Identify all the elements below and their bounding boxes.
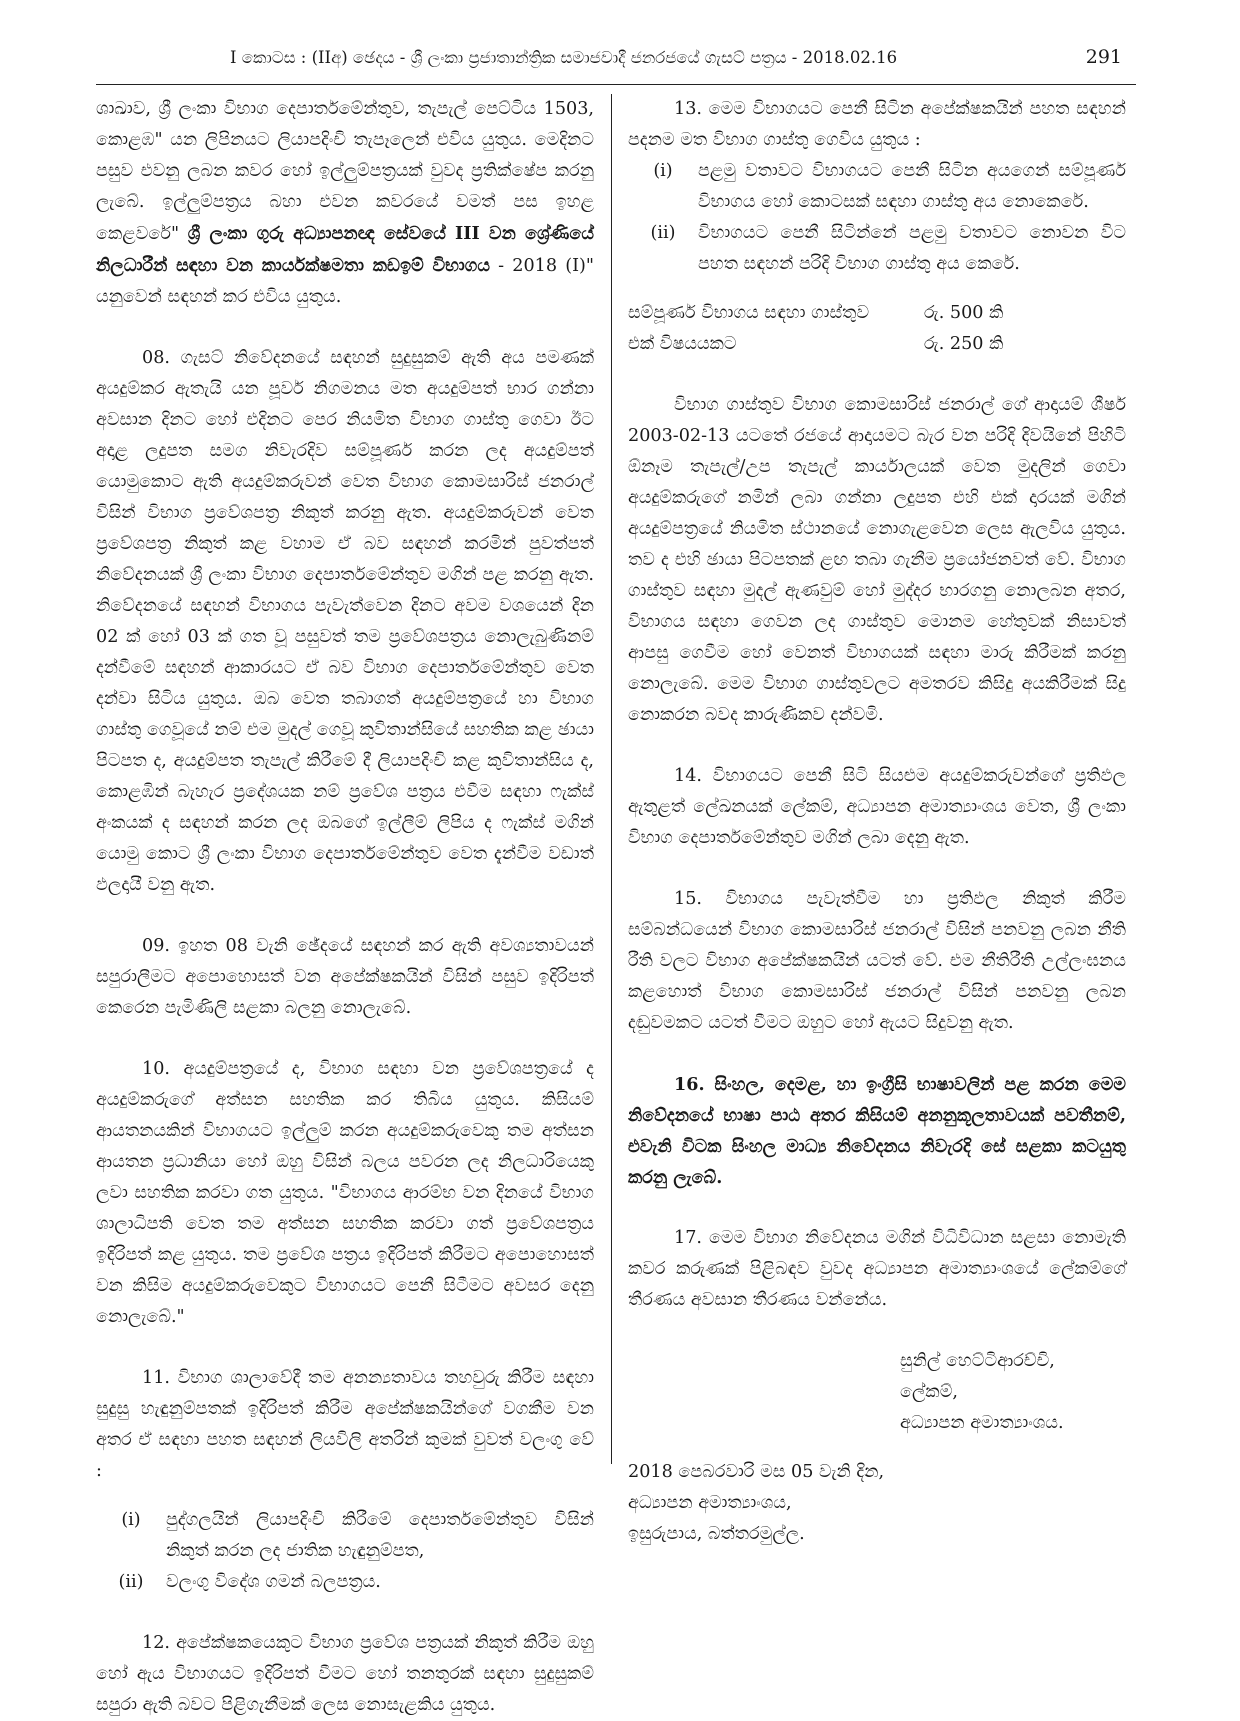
paragraph-10: 10. අයදුම්පත්‍රයේ ද, විභාග සඳහා වන ප්‍රවේශපත්‍රයේ ද අයදුම්කරුගේ අත්සන සහතික කර තිබිය යුතුය. කිසියම් ආයතනයකින් විභාගයට ඉල්ලුම් කරන අයදුම්කරුවෙකු තම අත්සන ආයතන ප්‍රධානියා හෝ ඔහු විසින් බලය පවරන ලද නිලධාරියෙකු ලවා සහතික කරවා ගත යුතුය. "විභාගය ආරම්භ වන දිනයේ විභාග ශාලාධිපති වෙත තම අත්සන සහතික කරවා ගත් ප්‍රවේශපත්‍රය ඉදිරිපත් කළ යුතුය. තම ප්‍රවේශ පත්‍රය ඉදිරිපත් කිරීමට අපොහොසත් වන කිසිම අයදුම්කරුවෙකුට විභාගයට පෙනී සිටීමට අවසර දෙනු නොලැබේ." — [96, 1059, 594, 1327]
fee-row — [628, 329, 1126, 360]
page-number: 291 — [1085, 46, 1122, 68]
list-item-text: වලංගු විදේශ ගමන් බලපත්‍රය. — [166, 1572, 381, 1592]
issuing-office: අධ්‍යාපන අමාත්‍යාංශය, — [628, 1493, 792, 1513]
paragraph-11: 11. විභාග ශාලාවේදී තම අනන්‍යතාවය තහවුරු කිරීම සඳහා සුදුසු හැඳුනුම්පතක් ඉදිරිපත් කිරීම අපේක්ෂකයින්ගේ වගකීම වන අතර ඒ සඳහා පහත සඳහන් ලියවිලි අතරින් කුමක් වුවත් වලංගු වේ : — [96, 1368, 594, 1481]
left-column — [96, 94, 594, 1721]
page-header — [96, 42, 1136, 82]
fee-label: එක් විෂයයකට — [628, 334, 737, 354]
fee-basis-item — [628, 156, 1126, 218]
list-item-text: පළමු වතාවට විභාගයට පෙනී සිටින අයගෙන් සම්පූර්ණ විභාගය හෝ කොටසක් සඳහා ගාස්තු අය නොකෙරේ. — [698, 161, 1126, 212]
header-rule — [96, 84, 1136, 85]
place-date-block — [628, 1457, 1126, 1550]
fee-basis-item — [628, 218, 1126, 280]
list-marker: (ii) — [118, 1572, 144, 1592]
continued-paragraph — [96, 94, 594, 313]
signatory-title: ලේකම්, — [900, 1382, 958, 1402]
fee-amount: රු. 250 කි — [924, 334, 1004, 354]
fee-label: සම්පූර්ණ විභාගය සඳහා ගාස්තුව — [628, 303, 870, 323]
paragraph-12: 12. අපේක්ෂකයෙකුට විභාග ප්‍රවේශ පත්‍රයක් නිකුත් කිරීම ඔහු හෝ ඇය විභාගයට ඉදිරිපත් වීමට හෝ තනතුරක් සඳහා සුදුසුකම් සපුරා ඇති බවට පිළිගැනීමක් ලෙස නොසැළකිය යුතුය. — [96, 1633, 594, 1715]
continued-text-1: ශාඛාව, ශ්‍රී ලංකා විභාග දෙපාර්තමේන්තුව, තැපැල් පෙට්ටිය 1503, කොළඹ" යන ලිපිනයට ලියාපදිංචි තැපෑලෙන් එවිය යුතුය. — [96, 99, 594, 150]
office-address: ඉසුරුපාය, බත්තරමුල්ල. — [628, 1524, 805, 1544]
list-item-text: පුද්ගලයින් ලියාපදිංචි කිරීමේ දෙපාර්තමේන්තුව විසින් නිකුත් කරන ලද ජාතික හැඳුනුම්පත, — [166, 1510, 594, 1561]
continued-text-3: - 2018 (I)" යනුවෙන් සඳහන් කර එවිය යුතුය. — [96, 256, 594, 307]
gazette-header-title: I කොටස : (IIඅ) ඡෙදය - ශ්‍රී ලංකා ප්‍රජාතාන්ත්‍රික සමාජවාදී ජනරජයේ ගැසට් පත්‍රය - 2018.02.16 — [230, 48, 898, 67]
paragraph-09: 09. ඉහත 08 වැනි ඡේදයේ සඳහන් කර ඇති අවශ්‍යතාවයන් සපුරාලීමට අපොහොසත් වන අපේක්ෂකයින් විසින් පසුව ඉදිරිපත් කෙරෙන පැමිණිලි සළකා බලනු නොලැබේ. — [96, 936, 594, 1018]
id-list-item — [96, 1567, 594, 1598]
signatory-name: සුනිල් හෙට්ටිආරච්චි, — [900, 1351, 1055, 1371]
paragraph-08: 08. ගැසට් නිවේදනයේ සඳහන් සුදුසුකම් ඇති අය පමණක් අයදුම්කර ඇතැයි යන පූර්ව නිගමනය මත අයදුම්පත් භාර ගන්නා අවසාන දිනට හෝ එදිනට පෙර නියමිත විභාග ගාස්තු ගෙවා ඊට අදාළ ලදුපත සමග නිවැරදිව සම්පූර්ණ කරන ලද අයදුම්පත් යොමුකොට ඇති අයදුම්කරුවන් වෙත විභාග කොමසාරිස් ජනරාල් විසින් විභාග ප්‍රවේශපත්‍ර නිකුත් කරනු ඇත. අයදුම්කරුවන් වෙත ප්‍රවේශපත්‍ර නිකුත් කළ වහාම ඒ බව සඳහන් කරමින් පුවත්පත් නිවේදනයක් ශ්‍රී ලංකා විභාග දෙපාර්තමේන්තුව මගින් පළ කරනු ඇත. නිවේදනයේ සඳහන් විභාගය පැවැත්වෙන දිනට අවම වශයෙන් දින 02 ක් හෝ 03 ක් ගත වූ පසුවත් තම ප්‍රවේශපත්‍රය නොලැබුණිනම් දන්වීමේ සඳහන් ආකාරයට ඒ බව විභාග දෙපාර්තමේන්තුව වෙත දන්වා සිටිය යුතුය. ඔබ වෙත තබාගත් අයදුම්පත්‍රයේ හා විභාග ගාස්තු ගෙවූයේ නම් එම මුදල් ගෙවූ කුවිතාන්සියේ සහතික කළ ඡායා පිටපත ද, අයදුම්පත තැපැල් කිරීමේ දී ලියාපදිංචි කළ කුවිතාන්සිය ද, කොළඹින් බැහැර ප්‍රදේශයක නම් ප්‍රවේශ පත්‍රය එවීම සඳහා ෆැක්ස් අංකයක් ද සඳහන් කරන ලද ඔබගේ ඉල්ලීම් ලිපිය ද ෆැක්ස් මගින් යොමු කොට ශ්‍රී ලංකා විභාග දෙපාර්තමේන්තුව වෙත දැන්වීම වඩාත් ඵලදායී වනු ඇත. — [96, 348, 594, 895]
continued-text-2: මෙදිනට පසුව එවනු ලබන කවර හෝ ඉල්ලුම්පත්‍රයක් වුවද ප්‍රතික්ෂේප කරනු ලැබේ. ඉල්ලුම්පත්‍රය බහා එවන කවරයේ වමත් පස ඉහළ කෙළවරේ" — [96, 130, 594, 244]
list-marker: (i) — [653, 161, 673, 181]
list-marker: (ii) — [650, 223, 676, 243]
list-marker: (i) — [121, 1510, 141, 1530]
paragraph-17: 17. මෙම විභාග නිවේදනය මගින් විධිවිධාන සළසා නොමැති කවර කරුණක් පිළිබඳව වුවද අධ්‍යාපන අමාත්‍යාංශයේ ලේකම්ගේ තීරණය අවසාන තීරණය වන්නේය. — [628, 1228, 1126, 1310]
signature-block — [900, 1346, 1126, 1439]
fee-payment-paragraph: විභාග ගාස්තුව විභාග කොමසාරිස් ජනරාල් ගේ ආදායම් ශීර්ෂ 2003-02-13 යටතේ රජයේ ආදායමට බැර වන පරිදි දිවයිනේ පිහිටි ඕනෑම තැපැල්/උප තැපැල් කාර්යාලයක් වෙත මුදලින් ගෙවා අයදුම්කරුගේ නමින් ලබා ගන්නා ලදුපත එහි එක් දාරයක් මගින් අයදුම්පත්‍රයේ නියමිත ස්ථානයේ නොගැළවෙන ලෙස ඇලවිය යුතුය. තව ද එහි ඡායා පිටපතක් ළඟ තබා ගැනීම ප්‍රයෝජනවත් වේ. විභාග ගාස්තුව සඳහා මුදල් ඇණවුම් හෝ මුද්දර භාරගනු නොලබන අතර, විභාගය සඳහා ගෙවන ලද ගාස්තුව මොනම හේතුවක් නිසාවත් ආපසු ගෙවීම හෝ වෙනත් විභාගයක් සඳහා මාරු කිරීමක් කරනු නොලැබේ. මෙම විභාග ගාස්තුවලට අමතරව කිසිදු අයකිරීමක් සිදු නොකරන බවද කාරුණිකව දන්වමි. — [628, 395, 1126, 725]
list-item-text: විභාගයට පෙනී සිටින්නේ පළමු වතාවට නොවන විට පහත සඳහන් පරිදි විභාග ගාස්තු අය කෙරේ. — [698, 223, 1126, 274]
exam-name-bold: ශ්‍රී ලංකා ගුරු අධ්‍යාපනඥ සේවයේ III වන ශ්‍රේණියේ නිලධාරීන් සඳහා වන කාර්යක්ෂමතා කඩඉම් විභාගය — [96, 223, 594, 276]
paragraph-15: 15. විභාගය පැවැත්වීම හා ප්‍රතිඵල නිකුත් කිරීම සම්බන්ධයෙන් විභාග කොමසාරිස් ජනරාල් විසින් පනවනු ලබන නීති රීති වලට විභාග අපේක්ෂකයින් යටත් වේ. එම නීතිරීති උල්ලංඝනය කළහොත් විභාග කොමසාරිස් ජනරාල් විසින් පනවනු ලබන දඬුවමකට යටත් වීමට ඔහුට හෝ ඇයට සිදුවනු ඇත. — [628, 889, 1126, 1033]
column-divider — [611, 94, 612, 1464]
fee-row — [628, 298, 1126, 329]
right-column — [628, 94, 1126, 1550]
paragraph-16: 16. සිංහල, දෙමළ, හා ඉංග්‍රීසි භාෂාවලින් පළ කරන මෙම නිවේදනයේ භාෂා පාඨ අතර කිසියම් අනනුකූලතාවයක් පවතීනම්, එවැනි විටක සිංහල මාධ්‍ය නිවේදනය නිවැරදි සේ සළකා කටයුතු කරනු ලැබේ. — [628, 1074, 1126, 1188]
paragraph-13: 13. මෙම විභාගයට පෙනී සිටින අපේක්ෂකයින් පහත සඳහන් පදනම මත විභාග ගාස්තු ගෙවිය යුතුය : — [628, 99, 1126, 150]
id-list-item — [96, 1505, 594, 1567]
paragraph-14: 14. විභාගයට පෙනී සිටි සියළුම අයදුම්කරුවන්ගේ ප්‍රතිඵල ඇතුළත් ලේඛනයක් ලේකම්, අධ්‍යාපන අමාත්‍යාංශය වෙත, ශ්‍රී ලංකා විභාග දෙපාර්තමේන්තුව මගින් ලබා දෙනු ඇත. — [628, 766, 1126, 848]
issue-date: 2018 පෙබරවාරි මස 05 වැනි දින, — [628, 1462, 885, 1482]
signatory-ministry: අධ්‍යාපන අමාත්‍යාංශය. — [900, 1413, 1064, 1433]
fee-amount: රු. 500 කි — [924, 303, 1004, 323]
